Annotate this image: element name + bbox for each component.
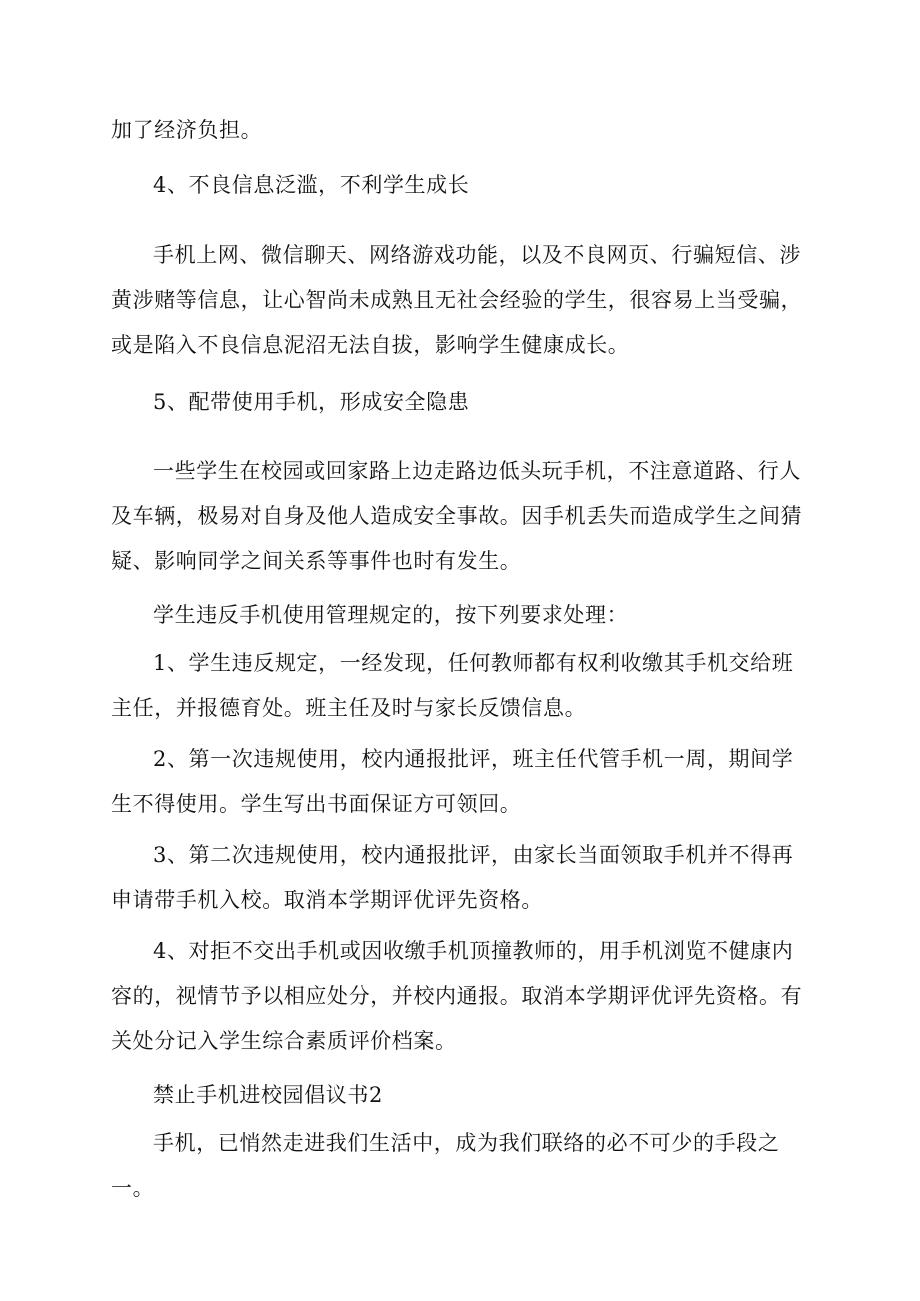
section-title-proposal-2: 禁止手机进校园倡议书2: [153, 1083, 383, 1107]
rule-item-3: 3、第二次违规使用，校内通报批评，由家长当面领取手机并不得再申请带手机入校。取消本学期评优评先资格。: [111, 843, 794, 912]
section-heading-4: 4、不良信息泛滥，不利学生成长: [153, 173, 470, 197]
paragraph-safety-hazard: 一些学生在校园或回家路上边走路边低头玩手机，不注意道路、行人及车辆，极易对自身及他人造成安全事故。因手机丢失而造成学生之间猜疑、影响同学之间关系等事件也时有发生。: [111, 459, 803, 573]
paragraph-proposal-intro: 手机，已悄然走进我们生活中，成为我们联络的必不可少的手段之一。: [111, 1131, 780, 1200]
paragraph-continuation: 加了经济负担。: [111, 118, 263, 142]
section-heading-5: 5、配带使用手机，形成安全隐患: [153, 390, 470, 414]
paragraph-violation-intro: 学生违反手机使用管理规定的，按下列要求处理：: [153, 603, 629, 627]
rule-item-4: 4、对拒不交出手机或因收缴手机顶撞教师的，用手机浏览不健康内容的，视情节予以相应处分，并校内通报。取消本学期评优评先资格。有关处分记入学生综合素质评价档案。: [111, 939, 803, 1053]
paragraph-bad-information: 手机上网、微信聊天、网络游戏功能，以及不良网页、行骗短信、涉黄涉赌等信息，让心智尚未成熟且无社会经验的学生，很容易上当受骗，或是陷入不良信息泥沼无法自拔，影响学生健康成长。: [111, 243, 803, 357]
rule-item-2: 2、第一次违规使用，校内通报批评，班主任代管手机一周，期间学生不得使用。学生写出书面保证方可领回。: [111, 747, 794, 816]
rule-item-1: 1、学生违反规定，一经发现，任何教师都有权利收缴其手机交给班主任，并报德育处。班主任及时与家长反馈信息。: [111, 651, 794, 720]
